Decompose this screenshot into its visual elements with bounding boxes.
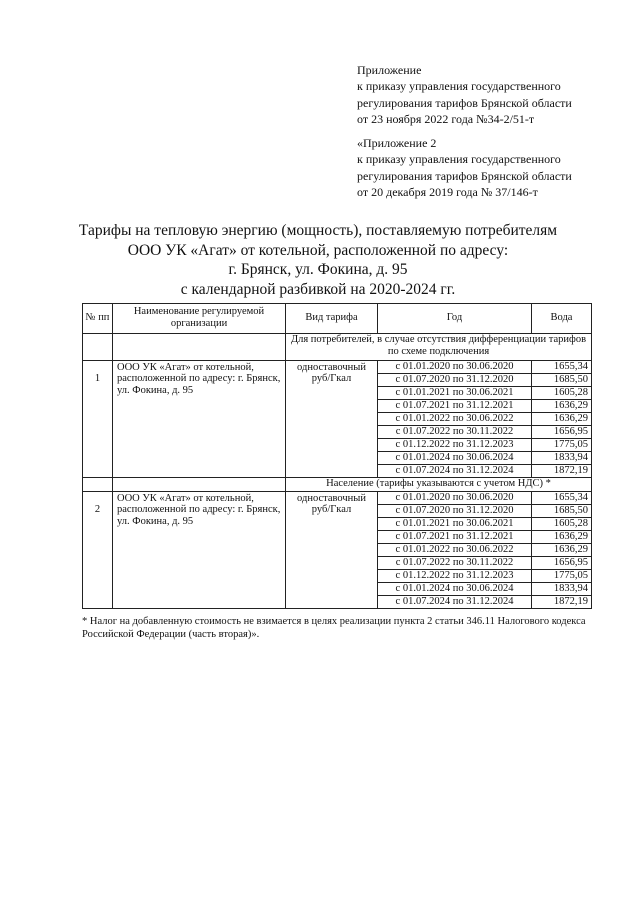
period-cell: с 01.07.2021 по 31.12.2021 <box>378 399 532 412</box>
tariff-value: 1636,29 <box>532 412 592 425</box>
appendix-line: «Приложение 2 <box>357 136 437 150</box>
appendix-previous <box>357 135 572 201</box>
title-line: Тарифы на тепловую энергию (мощность), поставляемую потребителям <box>78 222 558 239</box>
tariff-value: 1833,94 <box>532 582 592 595</box>
title-line: с календарной разбивкой на 2020-2024 гг. <box>180 280 456 298</box>
appendix-line: Приложение <box>357 63 422 77</box>
appendix-line: регулирования тарифов Брянской области <box>357 95 572 110</box>
period-cell: с 01.07.2024 по 31.12.2024 <box>378 464 532 477</box>
tariff-value: 1605,28 <box>532 517 592 530</box>
tariff-type-name: одноставочный <box>297 361 366 373</box>
appendix-line: от 20 декабря 2019 года № 37/146-т <box>357 185 538 200</box>
appendix-line: к приказу управления государственного <box>357 79 561 94</box>
period-cell: с 01.07.2020 по 31.12.2020 <box>378 504 532 517</box>
period-cell: с 01.07.2022 по 30.11.2022 <box>378 425 532 438</box>
tariff-value: 1655,34 <box>532 491 592 504</box>
header-type: Вид тарифа <box>286 304 378 334</box>
header-org: Наименование регулируемой организации <box>113 304 286 334</box>
tariff-type <box>286 360 378 477</box>
period-cell: с 01.12.2022 по 31.12.2023 <box>378 569 532 582</box>
title-line: ООО УК «Агат» от котельной, расположенной по адресу: <box>127 241 509 259</box>
tariff-value: 1636,29 <box>532 399 592 412</box>
tariff-unit: руб/Гкал <box>311 504 352 516</box>
tariff-value: 1872,19 <box>532 464 592 477</box>
tariff-type <box>286 491 378 608</box>
group-heading: Для потребителей, в случае отсутствия дифференциации тарифов по схеме подключения <box>286 333 592 360</box>
empty-cell <box>113 333 286 360</box>
tariff-type-name: одноставочный <box>297 492 366 504</box>
period-cell: с 01.07.2021 по 31.12.2021 <box>378 530 532 543</box>
document-title <box>60 221 576 299</box>
tariff-value: 1872,19 <box>532 595 592 608</box>
period-cell: с 01.01.2024 по 30.06.2024 <box>378 451 532 464</box>
period-cell: с 01.01.2021 по 30.06.2021 <box>378 517 532 530</box>
group-heading-row <box>83 477 592 491</box>
group-heading-row <box>83 333 592 360</box>
period-cell: с 01.07.2022 по 30.11.2022 <box>378 556 532 569</box>
tariff-value: 1636,29 <box>532 530 592 543</box>
tariff-unit: руб/Гкал <box>311 373 352 385</box>
table-header-row <box>83 304 592 334</box>
header-water: Вода <box>532 304 592 334</box>
tariff-value: 1685,50 <box>532 504 592 517</box>
title-line: г. Брянск, ул. Фокина, д. 95 <box>228 261 408 279</box>
period-cell: с 01.12.2022 по 31.12.2023 <box>378 438 532 451</box>
table-row <box>83 491 592 504</box>
empty-cell <box>113 477 286 491</box>
period-cell: с 01.01.2021 по 30.06.2021 <box>378 386 532 399</box>
period-cell: с 01.01.2024 по 30.06.2024 <box>378 582 532 595</box>
period-cell: с 01.07.2024 по 31.12.2024 <box>378 595 532 608</box>
empty-cell <box>83 333 113 360</box>
tariff-value: 1833,94 <box>532 451 592 464</box>
period-cell: с 01.07.2020 по 31.12.2020 <box>378 373 532 386</box>
header-num: № пп <box>83 304 113 334</box>
appendix-line: регулирования тарифов Брянской области <box>357 168 572 183</box>
group-heading: Население (тарифы указываются с учетом НДС) * <box>286 477 592 491</box>
tariff-table <box>82 303 592 609</box>
tariff-value: 1656,95 <box>532 425 592 438</box>
tariff-value: 1636,29 <box>532 543 592 556</box>
period-cell: с 01.01.2022 по 30.06.2022 <box>378 412 532 425</box>
appendix-line: к приказу управления государственного <box>357 152 561 167</box>
footnote: * Налог на добавленную стоимость не взимается в целях реализации пункта 2 статьи 346.11 Налогового кодекса Российской Федерации (часть вторая)». <box>82 616 586 641</box>
appendix-current <box>357 62 572 128</box>
empty-cell <box>83 477 113 491</box>
tariff-value: 1685,50 <box>532 373 592 386</box>
table-row <box>83 360 592 373</box>
tariff-value: 1775,05 <box>532 438 592 451</box>
row-number: 2 <box>83 491 113 608</box>
period-cell: с 01.01.2022 по 30.06.2022 <box>378 543 532 556</box>
table-body <box>83 333 592 608</box>
organization-name: ООО УК «Агат» от котельной, расположенной по адресу: г. Брянск, ул. Фокина, д. 95 <box>113 491 286 608</box>
period-cell: с 01.01.2020 по 30.06.2020 <box>378 360 532 373</box>
organization-name: ООО УК «Агат» от котельной, расположенной по адресу: г. Брянск, ул. Фокина, д. 95 <box>113 360 286 477</box>
period-cell: с 01.01.2020 по 30.06.2020 <box>378 491 532 504</box>
row-number: 1 <box>83 360 113 477</box>
tariff-value: 1775,05 <box>532 569 592 582</box>
tariff-value: 1656,95 <box>532 556 592 569</box>
appendix-line: от 23 ноября 2022 года №34-2/51-т <box>357 112 535 127</box>
tariff-value: 1605,28 <box>532 386 592 399</box>
header-year: Год <box>378 304 532 334</box>
tariff-value: 1655,34 <box>532 360 592 373</box>
